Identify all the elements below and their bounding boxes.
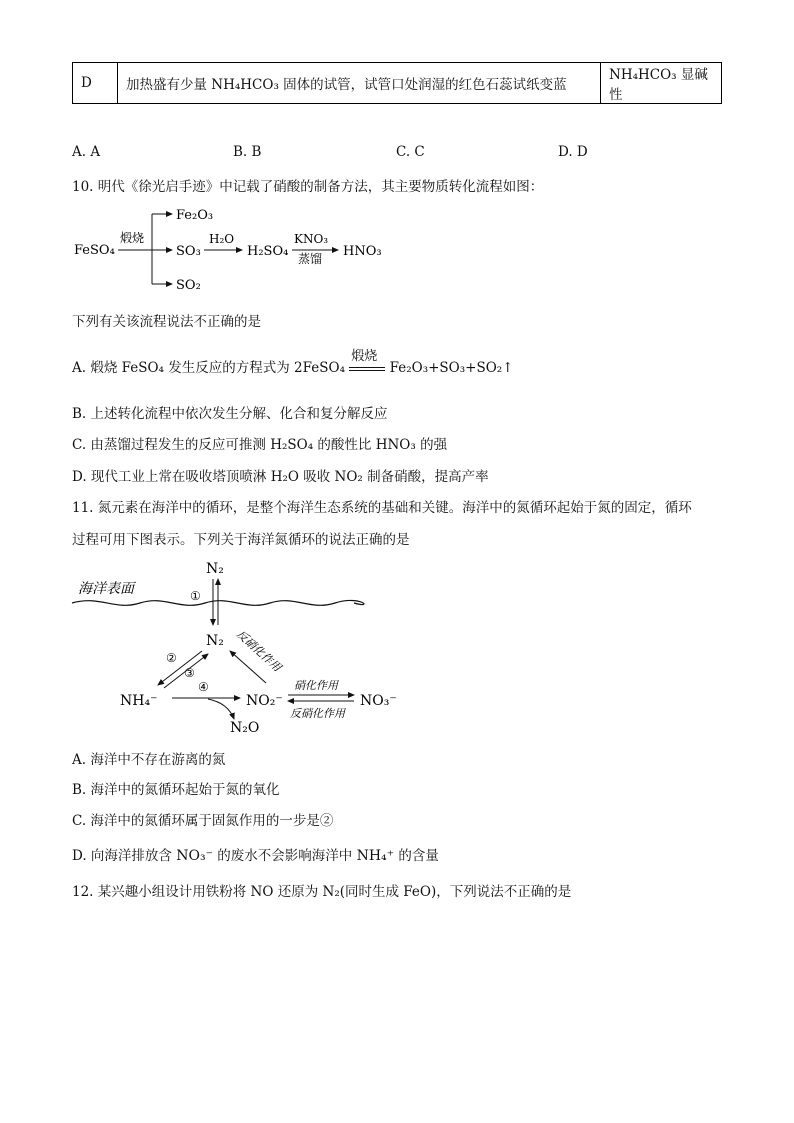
denitrification-diag-label: 反硝化作用 (233, 627, 284, 675)
flow-start: FeSO₄ (74, 243, 115, 258)
flow-step3-label-top: KNO₃ (294, 232, 329, 246)
q9-option-c[interactable]: C. C (396, 144, 425, 160)
flow-branch-mid: SO₃ (176, 244, 201, 259)
q10-option-a[interactable] (72, 348, 514, 376)
flow-step3-label-bottom: 蒸馏 (298, 252, 323, 266)
q11-option-d[interactable] (72, 844, 439, 864)
answer-table (72, 62, 722, 104)
n2-to-nh4-arrow (158, 651, 202, 685)
circle-3: ③ (184, 666, 195, 680)
nitrification-label: 硝化作用 (294, 679, 338, 692)
q11-option-a[interactable]: A. 海洋中不存在游离的氮 (72, 752, 226, 768)
q10-option-d[interactable]: D. 现代工业上常在吸收塔顶喷淋 H₂O 吸收 NO₂ 制备硝酸，提高产率 (72, 469, 489, 485)
q10-flow-diagram (70, 200, 400, 296)
sea-surface-label: 海洋表面 (78, 581, 134, 597)
flow-branch-bot: SO₂ (176, 278, 201, 293)
q9-option-d[interactable]: D. D (558, 144, 588, 160)
to-n2o-arrow (208, 699, 234, 719)
reaction-condition-label: 煅烧 (351, 348, 378, 364)
q11-option-d-prefix: D. 向海洋排放含 (72, 848, 172, 864)
equals-line-top (349, 367, 385, 368)
circle-1: ① (190, 589, 201, 603)
q9-option-a[interactable]: A. A (72, 144, 101, 160)
n2-top: N₂ (206, 561, 224, 577)
table-row (73, 63, 722, 104)
q10-question: 下列有关该流程说法不正确的是 (72, 314, 261, 330)
q10-option-b[interactable]: B. 上述转化流程中依次发生分解、化合和复分解反应 (72, 406, 388, 422)
flow-mid-product: H₂SO₄ (247, 244, 289, 259)
q11-stem-line1: 11. 氮元素在海洋中的循环，是整个海洋生态系统的基础和关键。海洋中的氮循环起始于氮的固定，循环 (72, 500, 692, 516)
denitrification-label: 反硝化作用 (290, 707, 345, 720)
table-cell-option: D (73, 63, 118, 104)
flow-final: HNO₃ (343, 244, 382, 259)
q10-option-c[interactable]: C. 由蒸馏过程发生的反应可推测 H₂SO₄ 的酸性比 HNO₃ 的强 (72, 437, 448, 453)
q11-option-d-suffix: 的含量 (398, 848, 439, 864)
circle-4: ④ (198, 680, 209, 694)
no3-ion: NO₃⁻ (360, 693, 397, 709)
flow-branch-top: Fe₂O₃ (176, 208, 214, 223)
equals-line-bottom (349, 370, 385, 371)
q11-option-d-middle: 的废水不会影响海洋中 (217, 848, 353, 864)
q9-option-b[interactable]: B. B (233, 144, 262, 160)
flow-step1-label: 煅烧 (120, 231, 145, 245)
reaction-condition (349, 348, 385, 376)
table-cell-conclusion: NH₄HCO₃ 显碱性 (601, 63, 722, 104)
flow-step2-label: H₂O (209, 232, 235, 246)
q11-option-b[interactable]: B. 海洋中的氮循环起始于氮的氧化 (72, 782, 280, 798)
circle-2: ② (166, 651, 177, 665)
q10-option-a-prefix: A. 煅烧 FeSO₄ 发生反应的方程式为 2FeSO₄ (72, 360, 345, 376)
q11-option-c[interactable]: C. 海洋中的氮循环属于固氮作用的一步是② (72, 813, 334, 829)
q12-stem: 12. 某兴趣小组设计用铁粉将 NO 还原为 N₂(同时生成 FeO)，下列说法不正确的是 (72, 884, 572, 900)
table-cell-operation: 加热盛有少量 NH₄HCO₃ 固体的试管，试管口处润湿的红色石蕊试纸变蓝 (118, 63, 601, 104)
ion-no3: NO₃⁻ (176, 848, 213, 864)
nh4-ion: NH₄⁻ (120, 693, 158, 709)
ion-nh4: NH₄⁺ (356, 848, 395, 864)
n2o: N₂O (230, 720, 260, 736)
q10-stem: 10. 明代《徐光启手迹》中记载了硝酸的制备方法，其主要物质转化流程如图： (72, 179, 544, 195)
q11-nitrogen-cycle-diagram (70, 555, 410, 740)
q11-stem-line2: 过程可用下图表示。下列关于海洋氮循环的说法正确的是 (72, 532, 410, 548)
q10-option-a-products: Fe₂O₃+SO₃+SO₂↑ (389, 360, 514, 376)
no2-ion: NO₂⁻ (246, 693, 283, 709)
n2-mid: N₂ (206, 633, 224, 649)
